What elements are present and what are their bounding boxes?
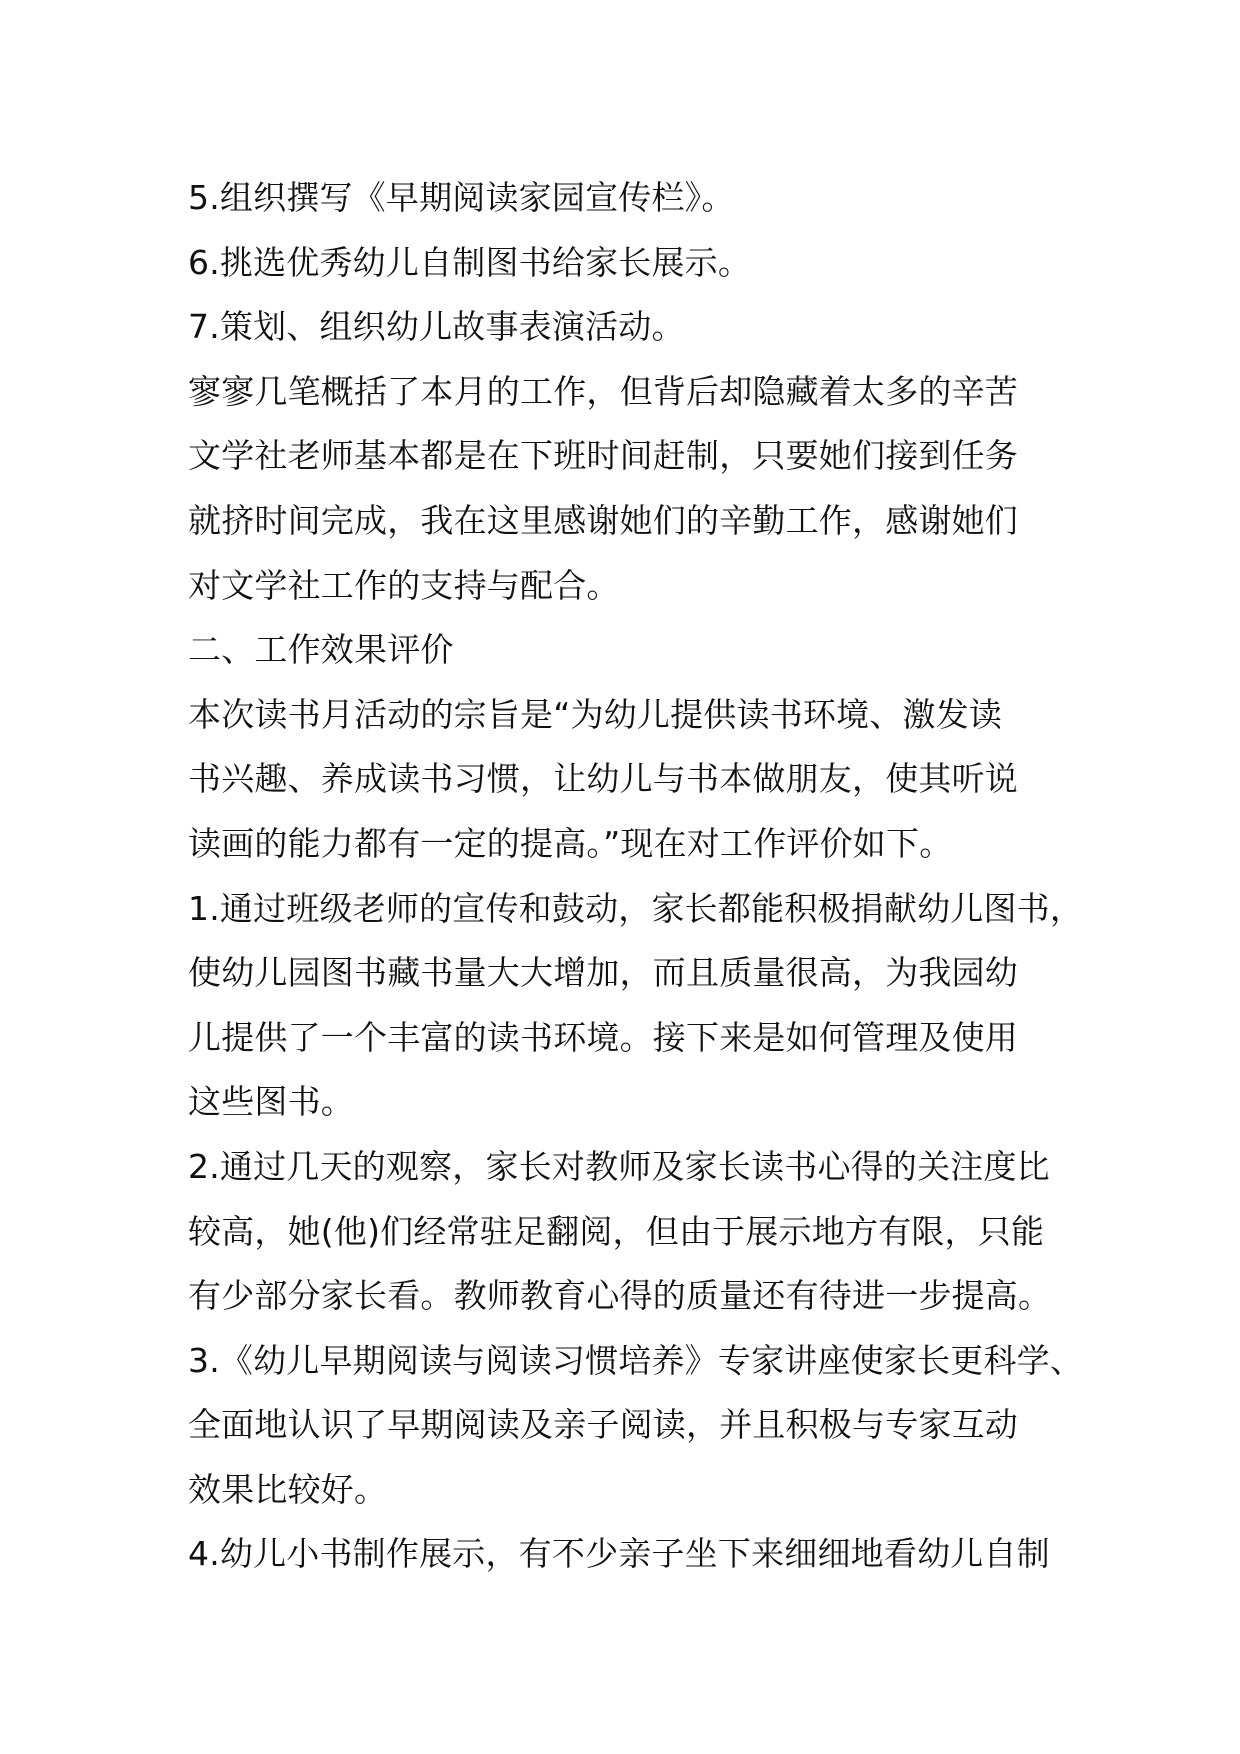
text-line: 全面地认识了早期阅读及亲子阅读，并且积极与专家互动: [188, 1405, 1018, 1445]
text-line: 1.通过班级老师的宣传和鼓动，家长都能积极捐献幼儿图书，: [188, 888, 1084, 928]
text-line: 3.《幼儿早期阅读与阅读习惯培养》专家讲座使家长更科学、: [188, 1340, 1084, 1380]
body-text: [188, 166, 1088, 1587]
text-line: 寥寥几笔概括了本月的工作，但背后却隐藏着太多的辛苦: [188, 371, 1018, 411]
text-line: 7.策划、组织幼儿故事表演活动。: [188, 307, 685, 347]
text-line: 书兴趣、养成读书习惯，让幼儿与书本做朋友，使其听说: [188, 759, 1018, 799]
text-line: 文学社老师基本都是在下班时间赶制，只要她们接到任务: [188, 436, 1018, 476]
text-line: 效果比较好。: [188, 1469, 388, 1509]
text-line: 5.组织撰写《早期阅读家园宣传栏》。: [188, 178, 735, 217]
text-line: 就挤时间完成，我在这里感谢她们的辛勤工作，感谢她们: [188, 500, 1018, 540]
text-line: 6.挑选优秀幼儿自制图书给家长展示。: [188, 242, 752, 282]
text-line: 使幼儿园图书藏书量大大增加，而且质量很高，为我园幼: [188, 953, 1018, 993]
text-line: 4.幼儿小书制作展示，有不少亲子坐下来细细地看幼儿自制: [188, 1534, 1050, 1574]
text-line: 有少部分家长看。教师教育心得的质量还有待进一步提高。: [188, 1276, 1052, 1316]
section-heading: 二、工作效果评价: [188, 630, 454, 670]
text-line: 较高，她(他)们经常驻足翻阅，但由于展示地方有限，只能: [188, 1211, 1045, 1251]
text-line: 对文学社工作的支持与配合。: [188, 565, 620, 605]
text-line: 读画的能力都有一定的提高。”现在对工作评价如下。: [188, 823, 953, 863]
text-line: 儿提供了一个丰富的读书环境。接下来是如何管理及使用: [188, 1017, 1018, 1057]
text-line: 这些图书。: [188, 1082, 354, 1122]
text-line: 本次读书月活动的宗旨是“为幼儿提供读书环境、激发读: [188, 694, 1003, 734]
text-line: 2.通过几天的观察，家长对教师及家长读书心得的关注度比: [188, 1146, 1050, 1186]
